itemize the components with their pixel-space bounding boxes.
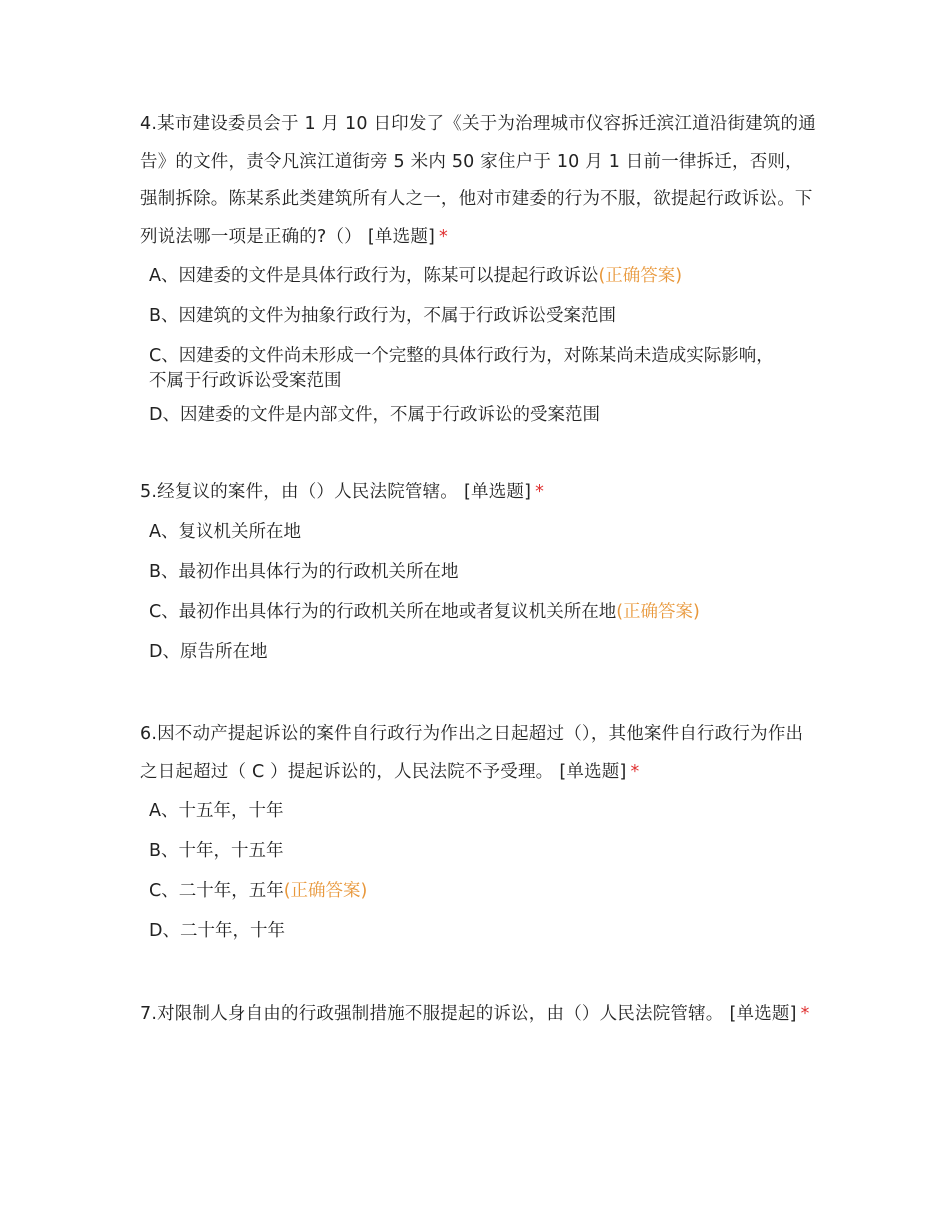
option-c [149,600,820,625]
option-d [149,403,820,428]
question-type: [单选题] [559,761,627,782]
option-text: D、因建委的文件是内部文件，不属于行政诉讼的受案范围 [149,405,600,425]
question-type: [单选题] [729,1004,797,1024]
option-a [149,799,820,824]
option-a [149,520,820,545]
question-stem [140,106,820,256]
question-text: 5.经复议的案件，由（）人民法院管辖。 [140,482,458,502]
question-type: [单选题] [367,226,436,247]
option-a [149,264,820,289]
option-text: C、因建委的文件尚未形成一个完整的具体行政行为，对陈某尚未造成实际影响，不属于行政诉讼受案范围 [149,346,774,391]
option-d [149,919,820,944]
required-marker: * [800,1004,810,1024]
option-b [149,839,820,864]
option-text: A、十五年，十年 [149,801,284,821]
question-text: 7.对限制人身自由的行政强制措施不服提起的诉讼，由（）人民法院管辖。 [140,1004,724,1024]
option-c [149,344,820,394]
question-stem [140,716,820,791]
option-c [149,879,820,904]
option-list [140,264,820,428]
question-6 [140,716,820,959]
required-marker: * [630,761,640,782]
correct-answer-tag: (正确答案) [616,601,700,622]
option-b [149,304,820,329]
question-7 [140,996,820,1034]
question-5 [140,474,820,680]
required-marker: * [439,226,448,247]
question-text: 4.某市建设委员会于 1 月 10 日印发了《关于为治理城市仪容拆迁滨江道沿街建筑的通告》的文件，责令凡滨江道街旁 5 米内 50 家住户于 10 月 1 日前一律拆迁，否则，强制拆除。陈某系此类建筑所有人之一，他对市建委的行为不服，欲提起行政诉讼。下列说法哪一项是正确的?（） [140,114,816,247]
option-text: D、二十年，十年 [149,921,285,941]
option-text: A、复议机关所在地 [149,521,301,542]
question-stem [140,474,820,512]
option-d [149,640,820,665]
option-text: C、最初作出具体行为的行政机关所在地或者复议机关所在地 [149,601,617,622]
question-stem [140,996,820,1034]
option-text: D、原告所在地 [149,641,268,662]
option-text: C、二十年，五年 [149,881,284,901]
option-b [149,560,820,585]
option-list [140,520,820,665]
question-text: 6.因不动产提起诉讼的案件自行政行为作出之日起超过（），其他案件自行政行为作出之日起超过（ C ）提起诉讼的，人民法院不予受理。 [140,724,804,782]
correct-answer-tag: (正确答案) [283,881,368,901]
option-text: B、十年，十五年 [149,841,284,861]
correct-answer-tag: (正确答案) [598,266,683,286]
question-4 [140,106,820,443]
option-text: A、因建委的文件是具体行政行为，陈某可以提起行政诉讼 [149,266,599,286]
option-text: B、最初作出具体行为的行政机关所在地 [149,561,459,582]
option-list [140,799,820,944]
option-text: B、因建筑的文件为抽象行政行为，不属于行政诉讼受案范围 [149,306,617,326]
required-marker: * [535,482,545,502]
question-type: [单选题] [464,482,532,502]
